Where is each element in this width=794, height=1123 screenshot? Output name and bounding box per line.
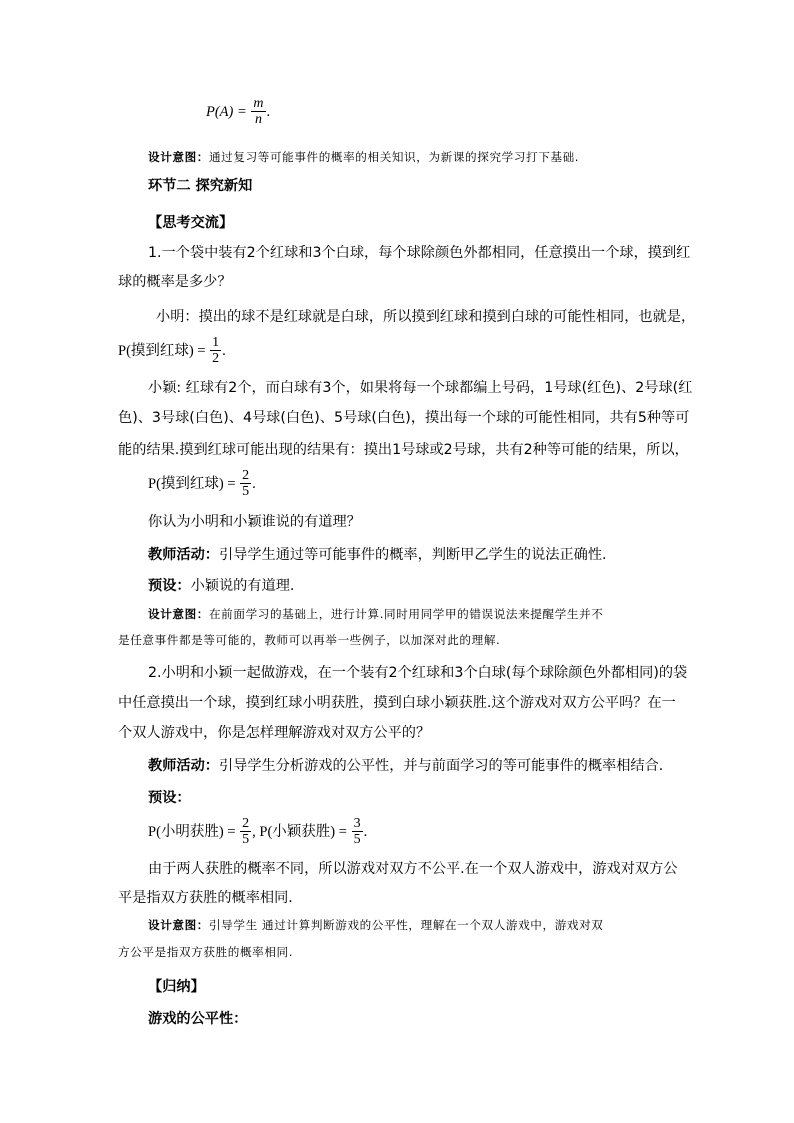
fraction-numerator: 1 — [212, 335, 220, 350]
preset-text: 小颖说的有道理. — [190, 578, 295, 594]
question-1-line-1: 1.一个袋中装有2个红球和3个白球，每个球除颜色外都相同，任意摸出一个球，摸到红 — [148, 245, 691, 261]
fraction-denominator: 5 — [242, 832, 250, 847]
think-exchange-title: 【思考交流】 — [148, 215, 234, 231]
formula-period: . — [222, 342, 226, 359]
conclusion-line-1: 由于两人获胜的概率不同，所以游戏对双方不公平.在一个双人游戏中，游戏对双方公 — [148, 861, 678, 877]
formula-xiaoying — [148, 468, 256, 499]
formula-lhs: P(摸到红球) = — [148, 475, 236, 492]
design-intent-label: 设计意图： — [148, 918, 209, 932]
question-2-line-2: 中任意摸出一个球，摸到红球小明获胜，摸到白球小颖获胜.这个游戏对双方公平吗？在一 — [118, 695, 676, 711]
fraction — [210, 335, 221, 366]
design-intent-label: 设计意图： — [148, 607, 209, 621]
design-intent-2-line-2: 是任意事件都是等可能的，教师可以再举一些例子，以加深对此的理解. — [118, 633, 501, 647]
teacher-activity-2 — [148, 756, 663, 776]
design-intent-label: 设计意图： — [148, 150, 209, 164]
formula-lhs-xiaoying: P(小颖获胜) = — [259, 823, 347, 840]
question-2-line-3: 个双人游戏中，你是怎样理解游戏对双方公平的？ — [118, 725, 431, 741]
preset-1 — [148, 576, 294, 596]
formula-xiaoming — [118, 335, 226, 366]
summary-title: 【归纳】 — [148, 979, 205, 995]
conclusion-line-2: 平是指双方获胜的概率相同. — [118, 890, 293, 906]
design-intent-3-line-1 — [148, 915, 603, 935]
formula-period: . — [252, 475, 256, 492]
teacher-activity-label: 教师活动： — [148, 758, 219, 774]
fraction — [352, 816, 363, 847]
xiaoying-line-2: 色)、3号球(白色)、4号球(白色)、5号球(白色)，摸出每一个球的可能性相同，共有5种等可 — [118, 410, 690, 426]
fraction-denominator: 2 — [212, 351, 220, 366]
question-1-line-2: 球的概率是多少？ — [118, 274, 232, 290]
teacher-activity-label: 教师活动： — [148, 547, 219, 563]
question-2-line-1: 2.小明和小颖一起做游戏，在一个装有2个红球和3个白球(每个球除颜色外都相同)的袋 — [148, 665, 688, 681]
fraction — [240, 468, 251, 499]
design-intent-text: 引导学生 通过计算判断游戏的公平性，理解在一个双人游戏中，游戏对双 — [208, 918, 604, 932]
fraction-numerator: 3 — [353, 816, 361, 831]
question-who-is-right: 你认为小明和小颖谁说的有道理？ — [148, 514, 361, 530]
fraction — [251, 96, 265, 127]
xiaoying-line-1: 小颖: 红球有2个，而白球有3个，如果将每一个球都编上号码，1号球(红色)、2号球(红 — [148, 380, 693, 396]
xiaoming-statement: 小明：摸出的球不是红球就是白球，所以摸到红球和摸到白球的可能性相同，也就是， — [156, 309, 696, 325]
section-title: 环节二 探究新知 — [148, 178, 253, 194]
fraction-denominator: n — [254, 112, 262, 127]
design-intent-1 — [148, 147, 579, 167]
fairness-title: 游戏的公平性： — [148, 1011, 248, 1027]
preset-label: 预设： — [148, 578, 191, 594]
design-intent-2-line-1 — [148, 604, 603, 624]
formula-separator: , — [252, 823, 256, 840]
fraction-numerator: m — [253, 96, 264, 111]
teacher-activity-text: 引导学生分析游戏的公平性，并与前面学习的等可能事件的概率相结合. — [218, 758, 664, 774]
formula-lhs-xiaoming: P(小明获胜) = — [148, 823, 236, 840]
design-intent-text: 通过复习等可能事件的概率的相关知识，为新课的探究学习打下基础. — [208, 150, 580, 164]
fraction — [240, 816, 251, 847]
xiaoying-line-3: 能的结果.摸到红球可能出现的结果有：摸出1号球或2号球，共有2种等可能的结果，所以， — [118, 442, 689, 458]
teacher-activity-1 — [148, 545, 607, 565]
fraction-numerator: 2 — [242, 816, 250, 831]
preset-2-label: 预设： — [148, 790, 191, 806]
design-intent-text: 在前面学习的基础上，进行计算.同时用同学甲的错误说法来提醒学生并不 — [208, 607, 604, 621]
design-intent-3-line-2: 方公平是指双方获胜的概率相同. — [118, 945, 293, 959]
formula-lhs: P(摸到红球) = — [118, 342, 206, 359]
teacher-activity-text: 引导学生通过等可能事件的概率，判断甲乙学生的说法正确性. — [218, 547, 607, 563]
fraction-denominator: 5 — [353, 832, 361, 847]
formula-game-probabilities — [148, 816, 367, 847]
formula-lhs: P(A) = — [206, 103, 247, 120]
fraction-denominator: 5 — [242, 484, 250, 499]
formula-period: . — [363, 823, 368, 840]
formula-probability-definition — [206, 96, 270, 127]
formula-period: . — [266, 103, 271, 120]
fraction-numerator: 2 — [242, 468, 250, 483]
